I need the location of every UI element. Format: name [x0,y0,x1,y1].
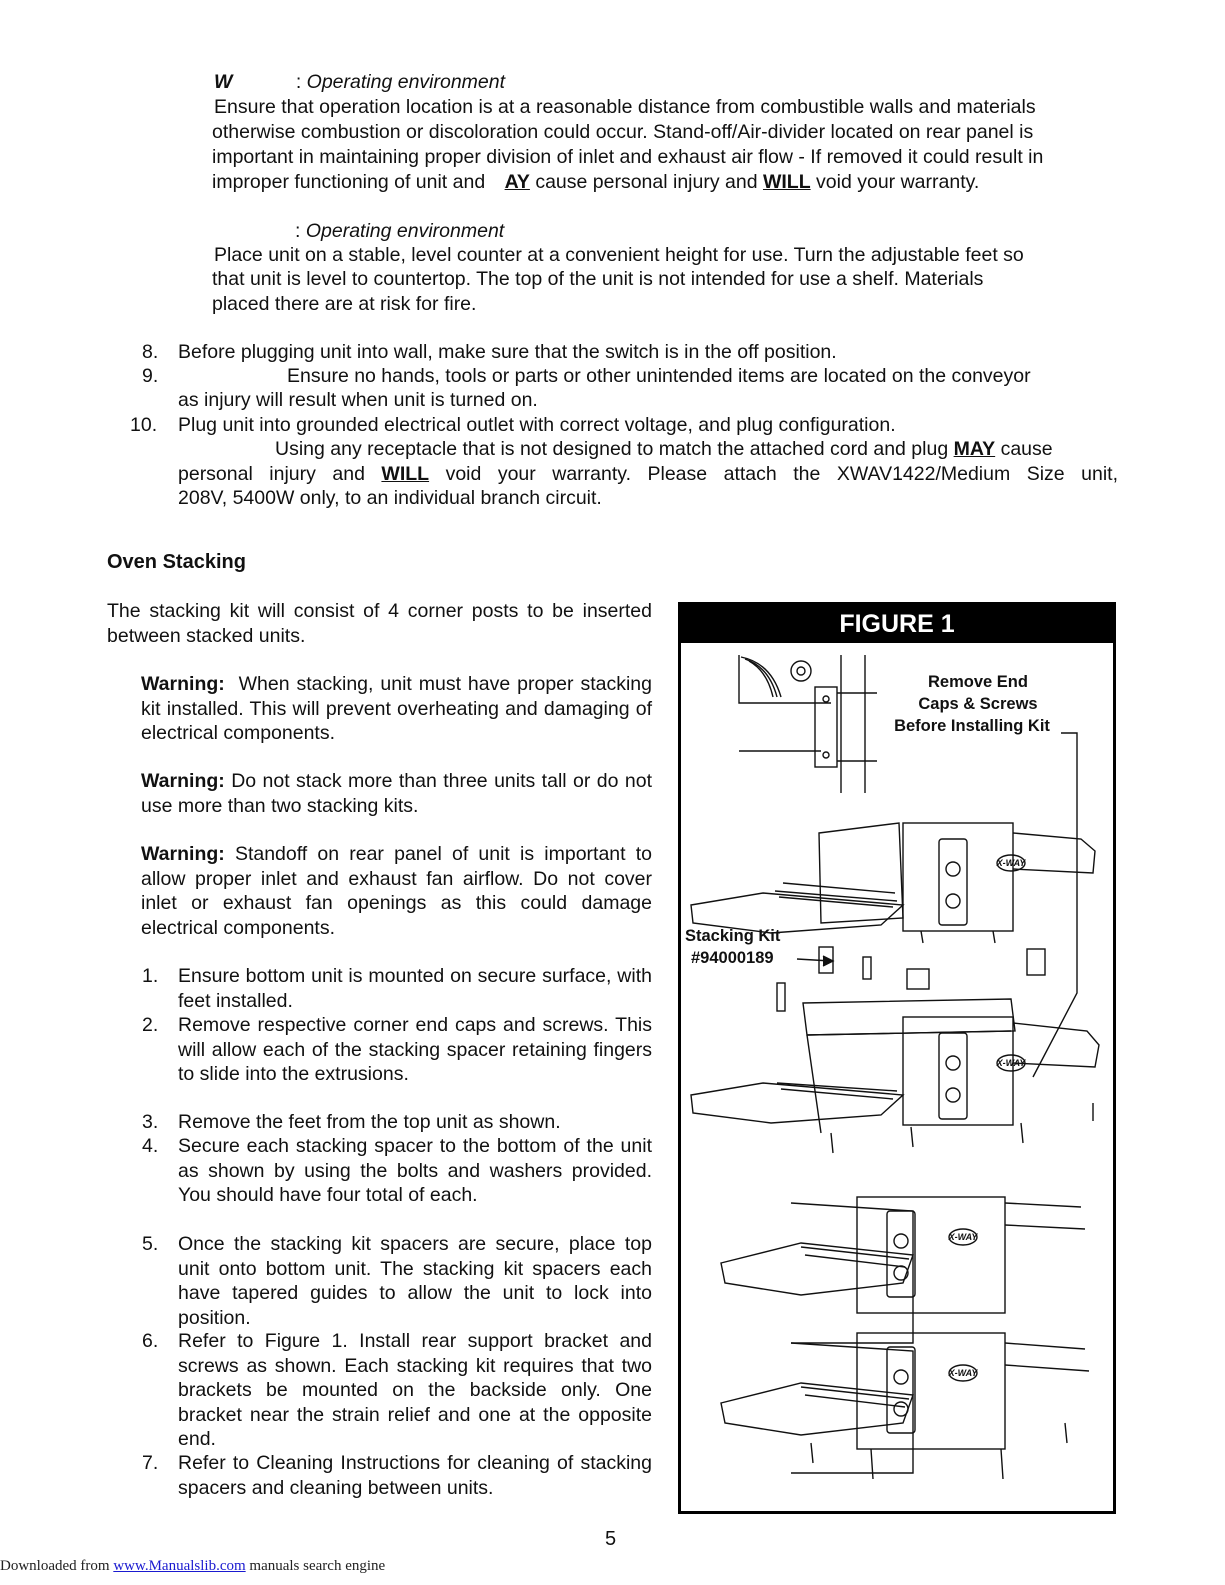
callout-remove-line-3: Before Installing Kit [894,717,1050,735]
step-4-text: Secure each stacking spacer to the bottom of the unit as shown by using the bolts and washers provided. You should have four total of each. [178,1135,652,1206]
callout-kit-line-2: #94000189 [691,949,774,967]
note-colon: : [295,220,301,242]
warning-env-line-4 [212,170,979,195]
warning-text: Standoff on rear panel of unit is important to allow proper inlet and exhaust fan airflow. Do not cover inlet or exhaust fan openings as this could damage electrical components. [141,843,652,939]
figure-1 [678,602,1116,1514]
warning-text: When stacking, unit must have proper stacking kit installed. This will prevent overheating and damaging of electrical components. [141,673,652,744]
step-9-text: Ensure no hands, tools or parts or other unintended items are located on the conveyor [287,365,1031,387]
receptacle-b: cause [995,438,1053,460]
warning-may: AY [504,171,530,193]
step-8-text: Before plugging unit into wall, make sure that the switch is in the off position. [178,341,837,363]
step-7-number: 7. [142,1452,159,1474]
footer [0,1558,385,1575]
warning-colon: : [295,71,302,93]
step-1-number: 1. [142,965,159,987]
step-10-number: 10. [130,414,158,436]
step-9-number: 9. [142,365,159,387]
step-2-text: Remove respective corner end caps and screws. This will allow each of the stacking spacer retaining fingers to slide into the extrusions. [178,1014,652,1085]
footer-prefix: Downloaded from [0,1558,114,1574]
note-env-line-1: Place unit on a stable, level counter at a convenient height for use. Turn the adjustable feet so [214,244,1024,266]
warning-will: WILL [762,171,811,193]
step-1-text: Ensure bottom unit is mounted on secure surface, with feet installed. [178,965,652,1012]
step-10-text: Plug unit into grounded electrical outlet with correct voltage, and plug configuration. [178,414,896,436]
step-5-text: Once the stacking kit spacers are secure, place top unit onto bottom unit. The stacking kit spacers each have tapered guides to allow the unit to lock into position. [178,1233,652,1329]
manualslib-link[interactable]: www.Manualslib.com [113,1558,246,1574]
warning-stacking-kit [141,672,652,746]
step-2-number: 2. [142,1014,159,1036]
warning-env-line-1: Ensure that operation location is at a reasonable distance from combustible walls and materials [214,96,1036,118]
warning-label: Warning: [141,843,225,865]
note-env-line-2: that unit is level to countertop. The top of the unit is not intended for use a shelf. Materials [212,268,984,290]
receptacle-will: WILL [381,463,430,485]
step-8-number: 8. [142,341,159,363]
step-7-text: Refer to Cleaning Instructions for cleaning of stacking spacers and cleaning between units. [178,1452,652,1499]
step-6-number: 6. [142,1330,159,1352]
step-6-text: Refer to Figure 1. Install rear support bracket and screws as shown. Each stacking kit requires that two brackets be mounted on the backside only. One bracket near the strain relief and one at the opposite end. [178,1330,652,1450]
receptacle-c1: personal injury and [178,463,382,485]
callout-remove-line-2: Caps & Screws [918,695,1038,713]
warning-line4-c: void your warranty. [810,171,980,193]
warning-env-heading: Operating environment [306,71,506,93]
note-env-title [295,219,504,244]
receptacle-warning-line-1 [275,437,1053,462]
receptacle-a: Using any receptacle that is not designed to match the attached cord and plug [275,438,954,460]
brand-logo-stack-bottom: X-WAY [948,1368,978,1378]
section-title: Oven Stacking [107,551,246,573]
warning-text: Do not stack more than three units tall or do not use more than two stacking kits. [141,770,652,817]
note-env-line-3: placed there are at risk for fire. [212,293,477,315]
note-env-heading: Operating environment [305,220,505,242]
brand-logo-middle: X-WAY [996,1058,1026,1068]
figure-title: FIGURE 1 [681,605,1113,643]
warning-stack-limit [141,769,652,818]
step-3-number: 3. [142,1111,159,1133]
warning-line4-b: cause personal injury and [529,171,763,193]
footer-suffix: manuals search engine [245,1558,386,1574]
warning-label: Warning: [141,673,225,695]
step-3-text: Remove the feet from the top unit as shown. [178,1111,561,1133]
step-4-number: 4. [142,1135,159,1157]
warning-env-line-2: otherwise combustion or discoloration could occur. Stand-off/Air-divider located on rear panel is [212,121,1034,143]
warning-env-line-3: important in maintaining proper division of inlet and exhaust air flow - If removed it could result in [212,146,1044,168]
warning-label: Warning: [141,770,225,792]
warning-env-title [214,70,505,95]
callout-remove-line-1: Remove End [928,673,1028,691]
step-9-text-cont: as injury will result when unit is turned on. [178,389,538,411]
warning-prefix: W [214,71,233,93]
warning-standoff [141,842,652,940]
figure-illustration [681,643,1113,1511]
receptacle-warning-line-3: 208V, 5400W only, to an individual branch circuit. [178,487,602,509]
brand-logo-stack-top: X-WAY [948,1232,978,1242]
receptacle-may: MAY [953,438,996,460]
page-number: 5 [605,1528,617,1550]
stacking-intro: The stacking kit will consist of 4 corner posts to be inserted between stacked units. [107,600,652,647]
receptacle-c2: void your warranty. Please attach the XWAV1422/Medium Size unit, [429,463,1119,485]
warning-line4-a: improper functioning of unit and [212,171,491,193]
callout-kit-line-1: Stacking Kit [685,927,781,945]
step-5-number: 5. [142,1233,159,1255]
receptacle-warning-line-2 [178,462,1118,487]
brand-logo-top: X-WAY [996,858,1026,868]
